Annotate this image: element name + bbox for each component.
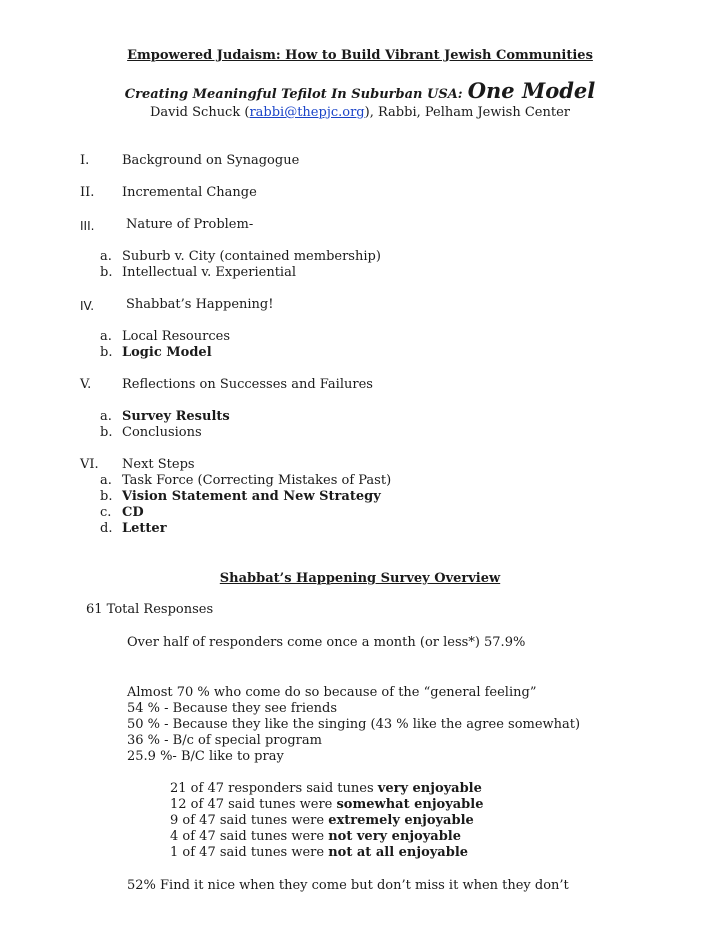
outline-4b-label: Logic Model <box>122 345 212 360</box>
outline-6a-label: Task Force (Correcting Mistakes of Past) <box>122 473 392 488</box>
outline-label-3: Nature of Problem- <box>126 217 254 232</box>
outline-6d-label: Letter <box>122 521 167 536</box>
tune-stat-1: 21 of 47 responders said tunes very enjoyable <box>170 781 482 796</box>
outline-4a-label: Local Resources <box>122 329 230 344</box>
reason-3: 36 % - B/c of special program <box>127 733 322 748</box>
author-affiliation: ), Rabbi, Pelham Jewish Center <box>364 105 570 120</box>
outline-label-4: Shabbat’s Happening! <box>126 297 274 312</box>
outline-label-2: Incremental Change <box>122 185 257 200</box>
outline-6c-label: CD <box>122 505 144 520</box>
outline-4b-letter: b. <box>100 345 113 360</box>
outline-num-2: II. <box>80 185 95 200</box>
outline-num-6: VI. <box>80 457 99 472</box>
survey-heading: Shabbat’s Happening Survey Overview <box>219 571 501 586</box>
outline-3a-label: Suburb v. City (contained membership) <box>122 249 381 264</box>
tune-stat-3: 9 of 47 said tunes were extremely enjoyable <box>170 813 474 828</box>
author-line <box>0 105 720 121</box>
reason-1: 54 % - Because they see friends <box>127 701 338 716</box>
survey-item-1: Over half of responders come once a month (or less*) 57.9% <box>127 635 526 650</box>
survey-item-2: Almost 70 % who come do so because of the “general feeling” <box>127 685 537 700</box>
outline-num-3: III. <box>80 219 95 233</box>
outline-6d-letter: d. <box>100 521 113 536</box>
outline-5a-label: Survey Results <box>122 409 230 424</box>
outline-3b-letter: b. <box>100 265 113 280</box>
outline-num-4: IV. <box>80 299 95 313</box>
outline-6c-letter: c. <box>100 505 112 520</box>
author-email-link[interactable]: rabbi@thepjc.org <box>249 105 365 120</box>
survey-item-3: 52% Find it nice when they come but don’t miss it when they don’t <box>127 878 569 893</box>
survey-total: 61 Total Responses <box>86 602 214 617</box>
reason-2: 50 % - Because they like the singing (43 % like the agree somewhat) <box>127 717 581 732</box>
outline-3a-letter: a. <box>100 249 112 264</box>
outline-5a-letter: a. <box>100 409 112 424</box>
document-title: Empowered Judaism: How to Build Vibrant Jewish Communities <box>127 48 593 63</box>
outline-num-1: I. <box>80 153 90 168</box>
outline-6b-letter: b. <box>100 489 113 504</box>
subtitle-large: One Model <box>467 78 596 103</box>
outline-5b-letter: b. <box>100 425 113 440</box>
outline-label-5: Reflections on Successes and Failures <box>122 377 373 392</box>
outline-6b-label: Vision Statement and New Strategy <box>122 489 381 504</box>
outline-num-5: V. <box>80 377 92 392</box>
tune-stat-5: 1 of 47 said tunes were not at all enjoyable <box>170 845 469 860</box>
document-subtitle <box>0 78 720 103</box>
author-name: David Schuck ( <box>150 105 250 120</box>
subtitle-italic: Creating Meaningful Tefilot In Suburban USA: <box>124 87 463 102</box>
reason-4: 25.9 %- B/C like to pray <box>127 749 284 764</box>
outline-3b-label: Intellectual v. Experiential <box>122 265 296 280</box>
tune-stat-4: 4 of 47 said tunes were not very enjoyable <box>170 829 461 844</box>
outline-6a-letter: a. <box>100 473 112 488</box>
outline-label-1: Background on Synagogue <box>122 153 300 168</box>
outline-4a-letter: a. <box>100 329 112 344</box>
tune-stat-2: 12 of 47 said tunes were somewhat enjoyable <box>170 797 484 812</box>
outline-label-6: Next Steps <box>122 457 195 472</box>
outline-5b-label: Conclusions <box>122 425 202 440</box>
